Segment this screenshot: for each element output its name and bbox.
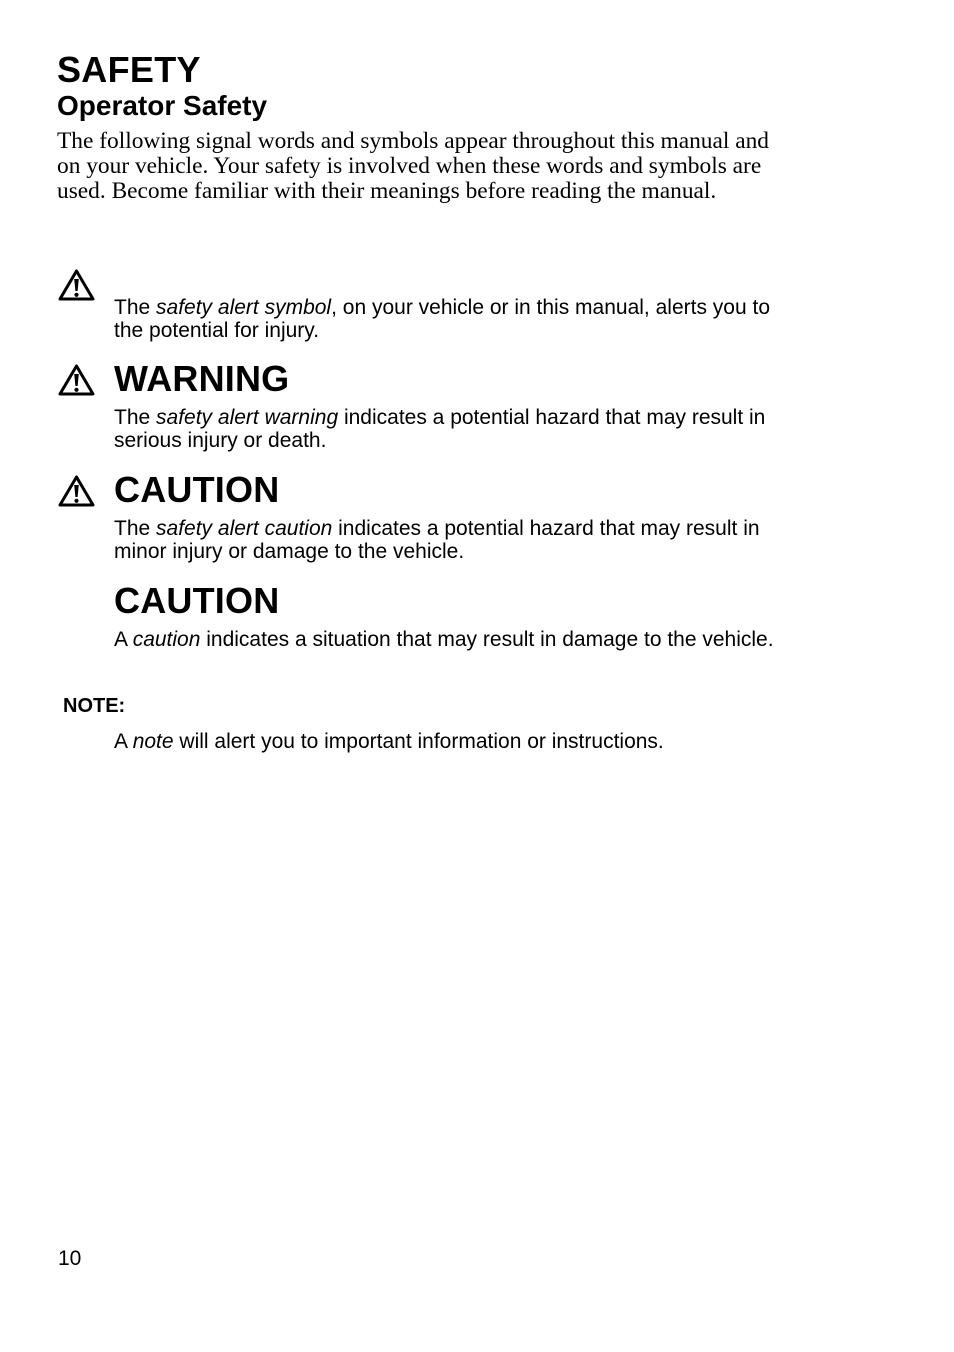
note-description: A note will alert you to important information or instructions. [114,730,664,753]
caution-heading: CAUTION [114,580,280,621]
warning-triangle-icon [58,475,95,507]
warning-heading: WARNING [114,358,290,399]
caution-alert-heading: CAUTION [114,469,280,510]
note-term: note [132,730,174,753]
warning-triangle-icon [58,364,95,396]
symbol-description: The safety alert symbol, on your vehicle or in this manual, alerts you to the potential for injury. [114,296,770,342]
section-title: SAFETY [57,49,201,90]
warning-triangle-icon [58,269,95,301]
caution-term: caution [132,628,201,651]
caution-description: A caution indicates a situation that may result in damage to the vehicle. [114,628,774,651]
warning-term: safety alert warning [156,406,339,429]
caution-alert-description: The safety alert caution indicates a potential hazard that may result in minor injury or damage to the vehicle. [114,517,760,563]
caution-alert-term: safety alert caution [156,517,333,540]
subsection-title: Operator Safety [57,90,268,121]
intro-paragraph: The following signal words and symbols appear throughout this manual and on your vehicle. Your safety is involved when these words and symbols are used. Become familiar with their meanings before reading the manual. [57,128,769,204]
note-label: NOTE: [63,695,126,717]
warning-description: The safety alert warning indicates a potential hazard that may result in serious injury or death. [114,406,766,452]
symbol-term: safety alert symbol [156,296,332,319]
page-number: 10 [58,1247,82,1270]
